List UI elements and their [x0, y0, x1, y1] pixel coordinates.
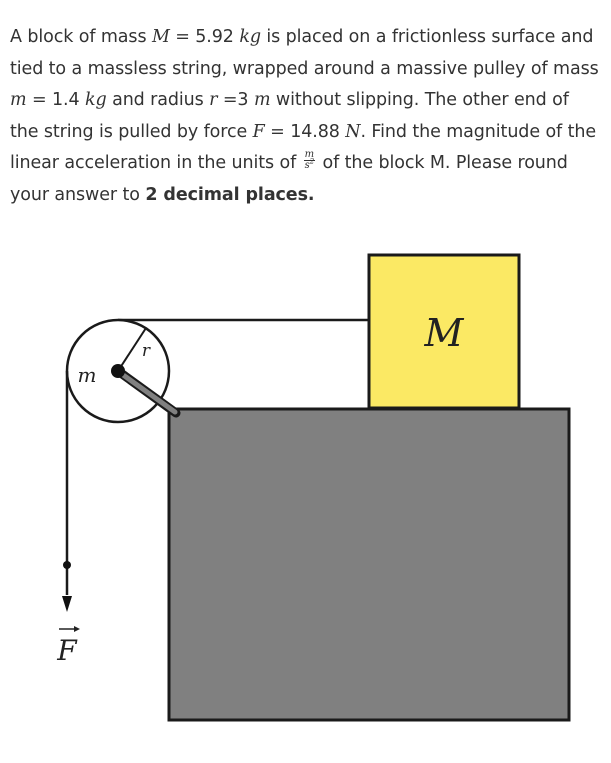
- decimal-places-emphasis: 2 decimal places.: [145, 184, 315, 205]
- equals-sign: =: [264, 121, 291, 142]
- unit-denominator-base: s: [304, 159, 310, 171]
- radius-symbol: r: [209, 90, 218, 110]
- intro-text: A block of mass: [10, 27, 152, 47]
- block-mass-symbol: M: [151, 27, 170, 47]
- radius-value: 3: [237, 90, 249, 110]
- force-unit: N: [345, 121, 361, 142]
- force-arrowhead: [62, 596, 72, 612]
- equals-sign: =: [26, 90, 52, 110]
- block-mass-label: M: [424, 311, 464, 355]
- pulley-mass-value: 1.4: [52, 90, 80, 110]
- force-text: without slipping. The other end of the string is pulled by force: [10, 90, 569, 142]
- radius-text: and radius: [106, 90, 210, 110]
- unit-denominator-exponent: 2: [309, 157, 315, 166]
- radius-label: r: [141, 341, 151, 361]
- pulley-mass-label: m: [77, 363, 97, 387]
- pulley-mass-symbol: m: [10, 90, 27, 110]
- block-mass-value: 5.92: [195, 27, 234, 47]
- vector-arrow-icon: [59, 626, 80, 632]
- radius-unit: m: [253, 90, 271, 110]
- equals-sign: =: [217, 90, 238, 110]
- table-block: [169, 409, 569, 720]
- rounding-text: of the block M. Please round your answer to: [10, 153, 568, 205]
- equals-sign: =: [169, 27, 196, 47]
- pulley-mass-unit: kg: [85, 90, 107, 110]
- pulley-axle: [111, 364, 125, 378]
- force-symbol: F: [252, 121, 265, 142]
- block-mass-unit: kg: [239, 27, 261, 47]
- question-text: . Find the magnitude of the linear acceleration in the units of: [10, 121, 596, 173]
- force-label: F: [57, 634, 77, 667]
- unit-numerator: m: [304, 148, 315, 160]
- description-text: is placed on a frictionless surface and tied to a massless string, wrapped around a massive pulley of mass: [10, 27, 599, 79]
- force-origin-dot: [63, 561, 71, 569]
- force-value: 14.88: [290, 121, 340, 142]
